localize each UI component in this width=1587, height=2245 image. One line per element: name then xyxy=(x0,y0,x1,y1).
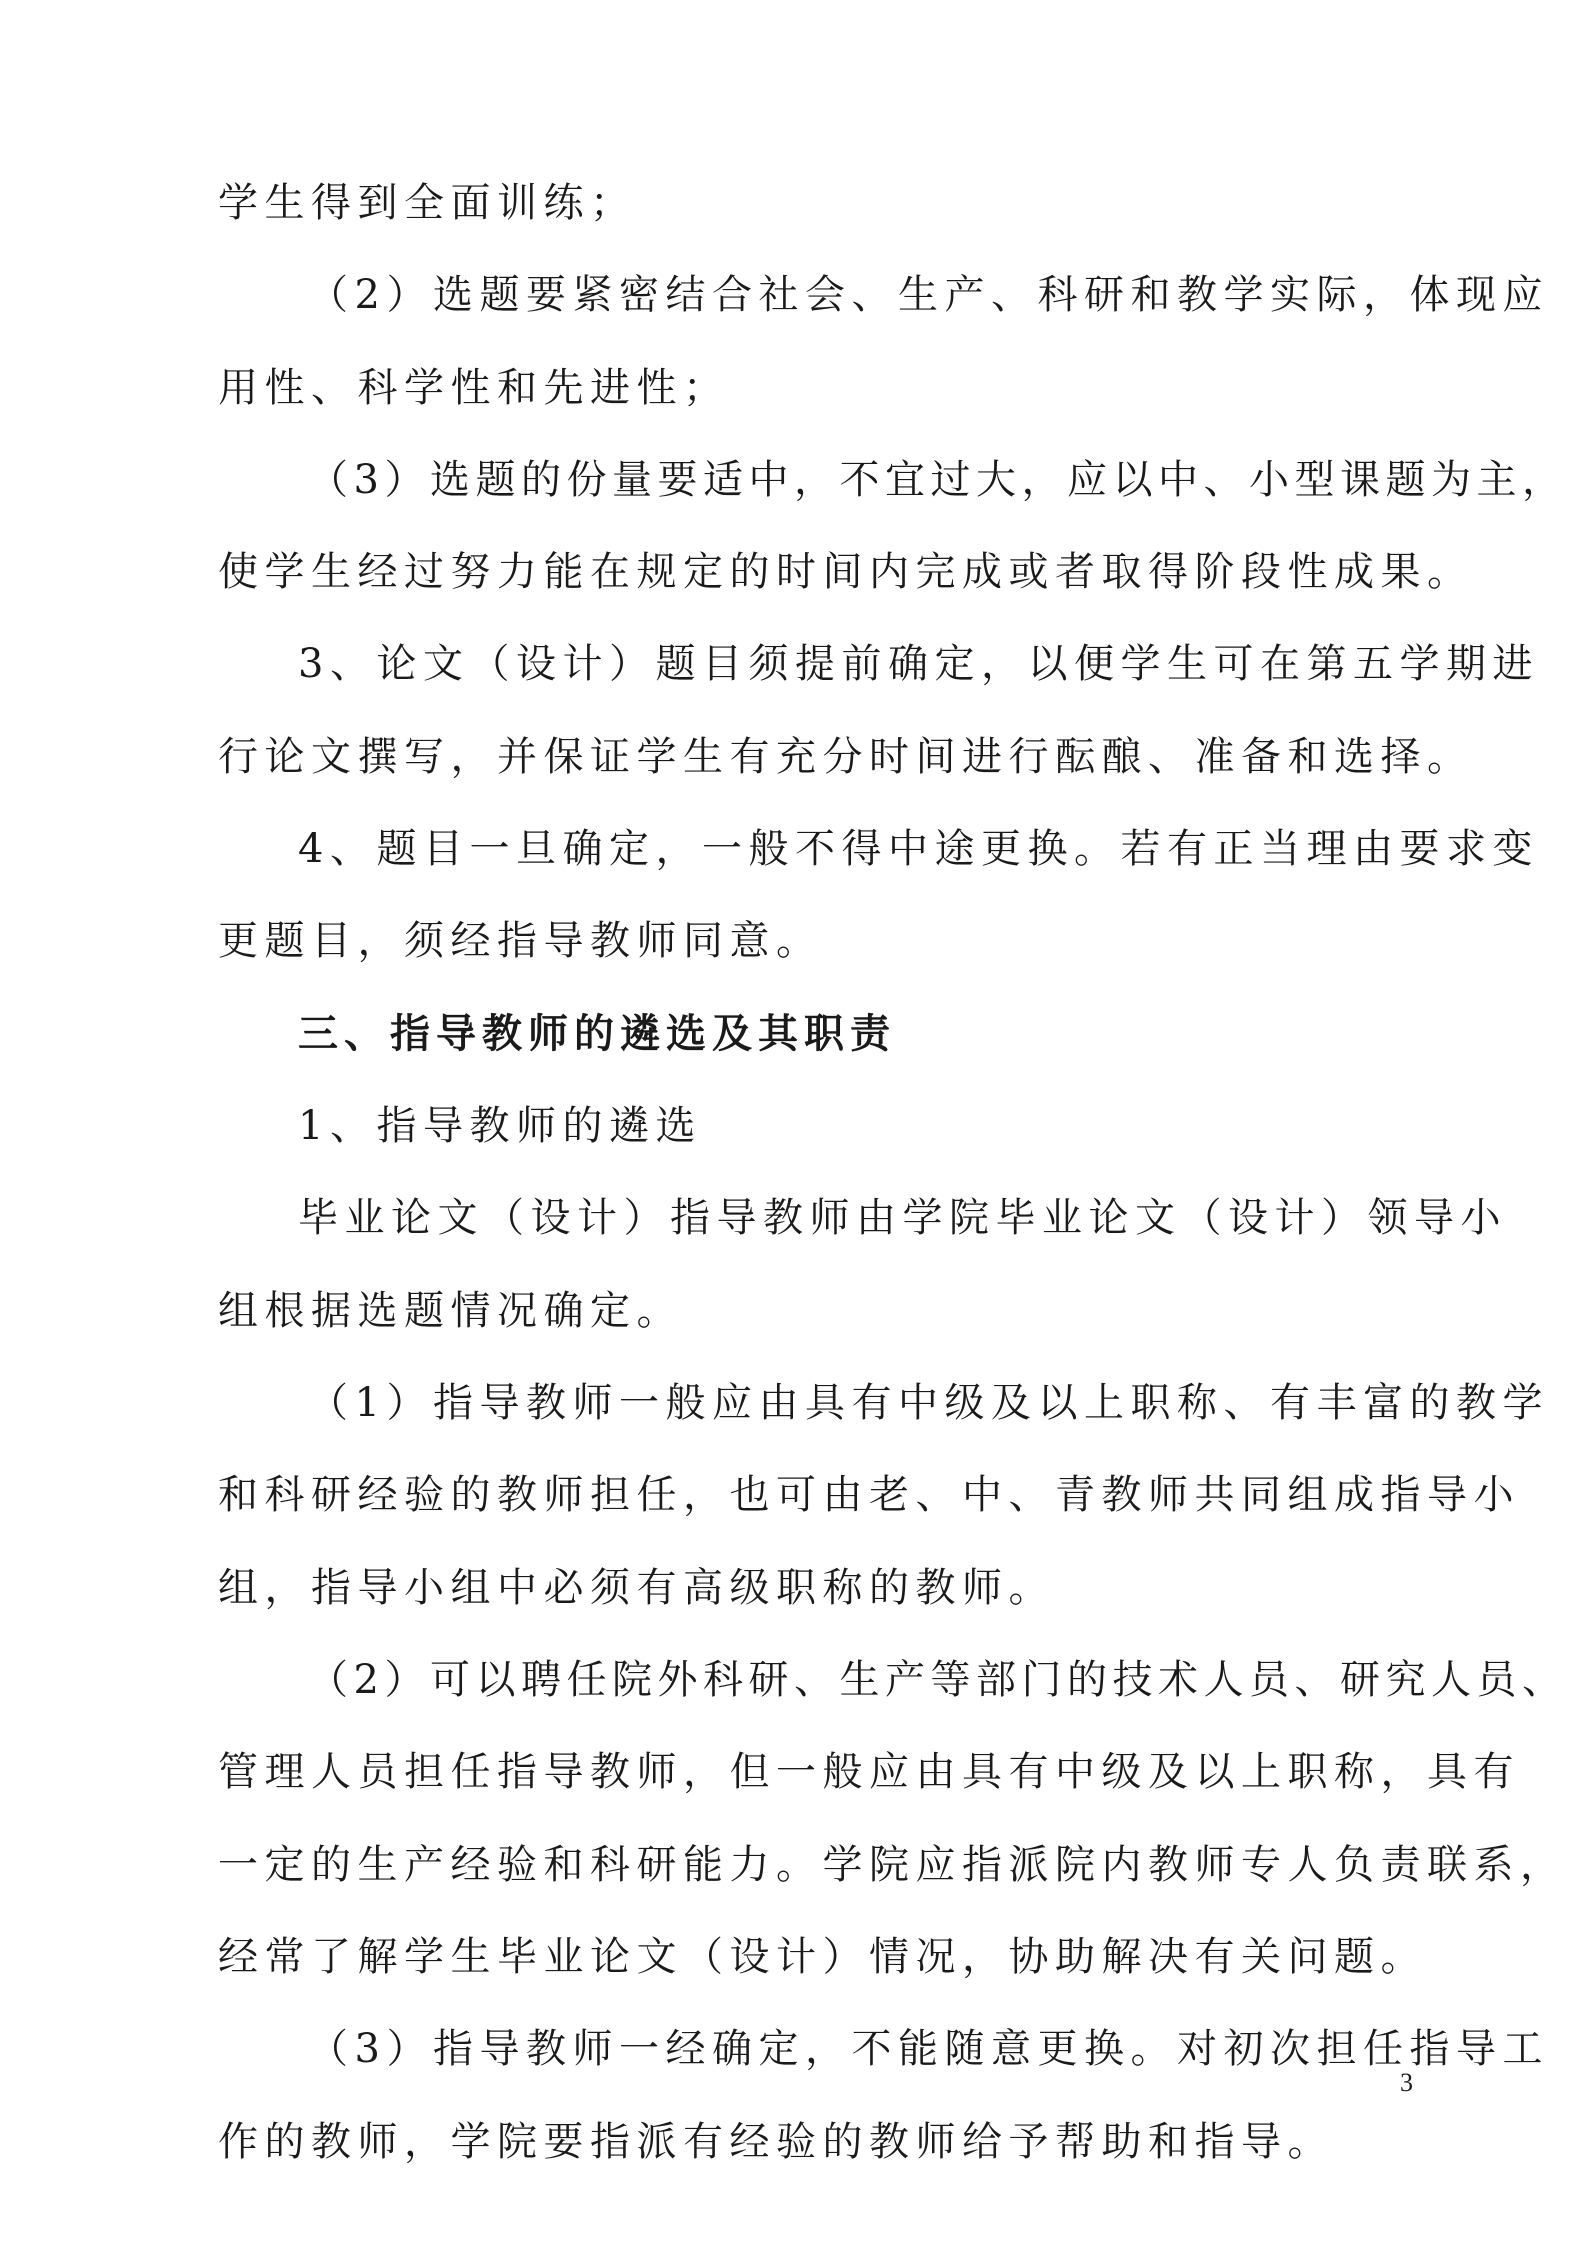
text-line-17: （2）可以聘任院外科研、生产等部门的技术人员、研究人员、 xyxy=(308,1657,1568,1703)
text-line-19: 一定的生产经验和科研能力。学院应指派院内教师专人负责联系， xyxy=(218,1842,1567,1888)
text-line-14: （1）指导教师一般应由具有中级及以上职称、有丰富的教学 xyxy=(308,1380,1549,1426)
text-line-9: 更题目，须经指导教师同意。 xyxy=(218,918,823,964)
text-line-22: 作的教师，学院要指派有经验的教师给予帮助和指导。 xyxy=(218,2119,1334,2165)
text-line-5: 使学生经过努力能在规定的时间内完成或者取得阶段性成果。 xyxy=(218,549,1474,595)
text-line-11: 1、指导教师的遴选 xyxy=(298,1103,702,1149)
text-line-8: 4、题目一旦确定，一般不得中途更换。若有正当理由要求变 xyxy=(298,826,1539,872)
text-line-3: 用性、科学性和先进性； xyxy=(218,365,730,411)
text-line-4: （3）选题的份量要适中，不宜过大，应以中、小型课题为主， xyxy=(308,457,1568,503)
page-number: 3 xyxy=(1400,2068,1413,2097)
section-heading: 三、指导教师的遴选及其职责 xyxy=(298,1011,896,1057)
text-line-21: （3）指导教师一经确定，不能随意更换。对初次担任指导工 xyxy=(308,2026,1549,2072)
text-line-2: （2）选题要紧密结合社会、生产、科研和教学实际，体现应 xyxy=(308,272,1549,318)
text-line-13: 组根据选题情况确定。 xyxy=(218,1288,683,1334)
text-line-18: 管理人员担任指导教师，但一般应由具有中级及以上职称，具有 xyxy=(218,1749,1520,1795)
text-line-6: 3、论文（设计）题目须提前确定，以便学生可在第五学期进 xyxy=(298,641,1539,687)
text-line-7: 行论文撰写，并保证学生有充分时间进行酝酿、准备和选择。 xyxy=(218,734,1474,780)
text-line-12: 毕业论文（设计）指导教师由学院毕业论文（设计）领导小 xyxy=(298,1195,1507,1241)
text-line-16: 组，指导小组中必须有高级职称的教师。 xyxy=(218,1565,1055,1611)
text-line-20: 经常了解学生毕业论文（设计）情况，协助解决有关问题。 xyxy=(218,1934,1427,1980)
text-line-1: 学生得到全面训练； xyxy=(218,180,637,226)
text-line-15: 和科研经验的教师担任，也可由老、中、青教师共同组成指导小 xyxy=(218,1472,1520,1518)
